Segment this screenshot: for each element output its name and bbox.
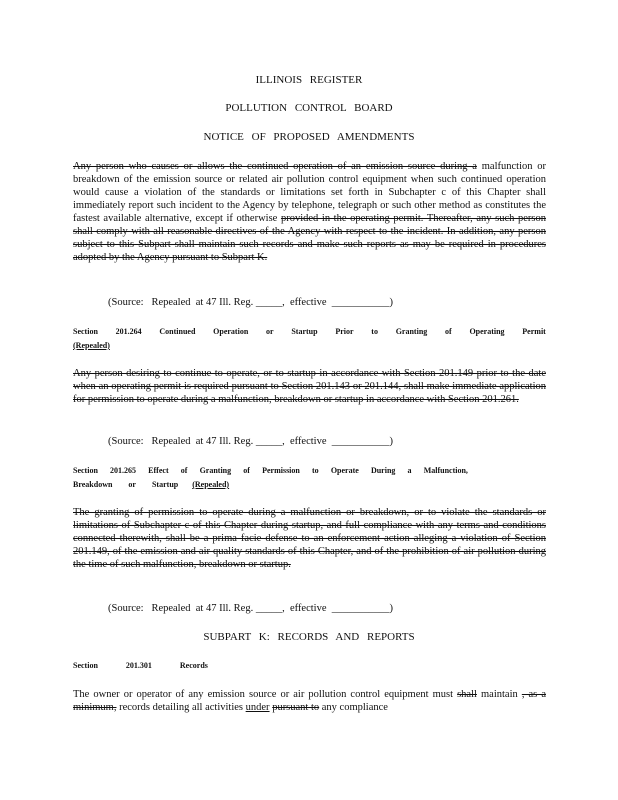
heading-word: Permission [262, 466, 300, 475]
heading-word: of [180, 466, 188, 475]
heading-word: Prior [335, 327, 354, 336]
struck-text-1: Any person who causes or allows the continued operation of an emission source during a [73, 161, 477, 172]
heading-word: Startup [291, 327, 318, 336]
heading-word: Malfunction, [423, 466, 468, 475]
section-label: Section [73, 327, 98, 336]
paragraph-201-301 [73, 688, 546, 714]
struck-text: , as a minimum, [73, 689, 546, 713]
inserted-text: under [245, 702, 270, 713]
repealed-tag: (Repealed) [192, 480, 230, 489]
board-title: POLLUTION CONTROL BOARD [225, 102, 393, 114]
register-title: ILLINOIS REGISTER [255, 74, 363, 86]
heading-word: to [371, 327, 378, 336]
heading-word: a [407, 466, 412, 475]
heading-word: Granting [199, 466, 232, 475]
heading-word: or [128, 480, 136, 489]
text-run: any compliance [319, 702, 388, 713]
heading-word: Operation [213, 327, 249, 336]
heading-word: During [370, 466, 396, 475]
section-number: 201.264 [115, 327, 142, 336]
heading-word: or [266, 327, 274, 336]
text-run: maintain [476, 689, 522, 700]
paragraph-201-265: The granting of permission to operate during a malfunction or breakdown, or to violate the standards or limitations of Subchapter c of this Chapter during startup, and full compliance with any terms and conditions connected therewith, shall be a prima facie defense to an enforcement action alleging a violation of Section 201.149, of the emission and air quality standards of this Chapter, and of the prohibition of air pollution during the time of such malfunction, breakdown or startup. [73, 507, 546, 570]
heading-word: Startup [151, 480, 179, 489]
section-201-265-heading [73, 464, 546, 492]
source-note-3: (Source: Repealed at 47 Ill. Reg. _____, effective ___________) [108, 603, 393, 614]
section-201-264-heading [73, 325, 546, 353]
heading-word: Operating [469, 327, 505, 336]
heading-word: Permit [522, 327, 546, 336]
plain-text: malfunction or breakdown of the emission source or related air pollution control equipment when such continued operation would cause a violation of the standards or limitations set forth in Subchapter c of this Chapter shall immediately report such incident to the Agency by telephone, telegraph or such other method as constitutes the fastest available alternative, except if otherwise [73, 161, 547, 224]
section-number: 201.265 [110, 466, 137, 475]
heading-word: of [445, 327, 452, 336]
repealed-tag: (Repealed) [73, 341, 110, 350]
heading-word: Granting [395, 327, 428, 336]
heading-word: Breakdown [73, 480, 113, 489]
struck-text: shall [457, 689, 477, 700]
paragraph-201-264: Any person desiring to continue to operate, or to startup in accordance with Section 201.149 prior to the date when an operating permit is required pursuant to Section 201.143 or 201.144, shall make immediate application for permission to operate during a malfunction, breakdown or startup in accordance with Section 201.261. [73, 368, 546, 405]
section-label: Section [73, 661, 98, 670]
heading-word: of [243, 466, 250, 475]
text-run: The owner or operator of any emission source or air pollution control equipment must [73, 689, 458, 700]
section-title: Records [179, 661, 208, 670]
heading-word: Operate [330, 466, 359, 475]
section-201-301-heading [73, 659, 546, 673]
text-run: records detailing all activities [116, 702, 246, 713]
section-number: 201.301 [125, 661, 152, 670]
source-note-2: (Source: Repealed at 47 Ill. Reg. _____, effective ___________) [108, 436, 393, 447]
paragraph-201-263 [73, 160, 546, 264]
section-label: Section [73, 466, 98, 475]
heading-word: to [312, 466, 319, 475]
source-note-1: (Source: Repealed at 47 Ill. Reg. _____, effective ___________) [108, 297, 393, 308]
struck-text-2: provided in the operating permit. Thereafter, any such person shall comply with all reasonable directives of the Agency with respect to the incident. In addition, any person subject to this Subpart shall maintain such records and make such reports as may be required in procedures adopted by the Agency pursuant to Subpart K. [73, 213, 546, 263]
notice-title: NOTICE OF PROPOSED AMENDMENTS [203, 131, 415, 143]
struck-text: pursuant to [272, 702, 320, 713]
heading-word: Continued [159, 327, 196, 336]
subpart-heading: SUBPART K: RECORDS AND REPORTS [203, 631, 415, 643]
heading-word: Effect [148, 466, 169, 475]
